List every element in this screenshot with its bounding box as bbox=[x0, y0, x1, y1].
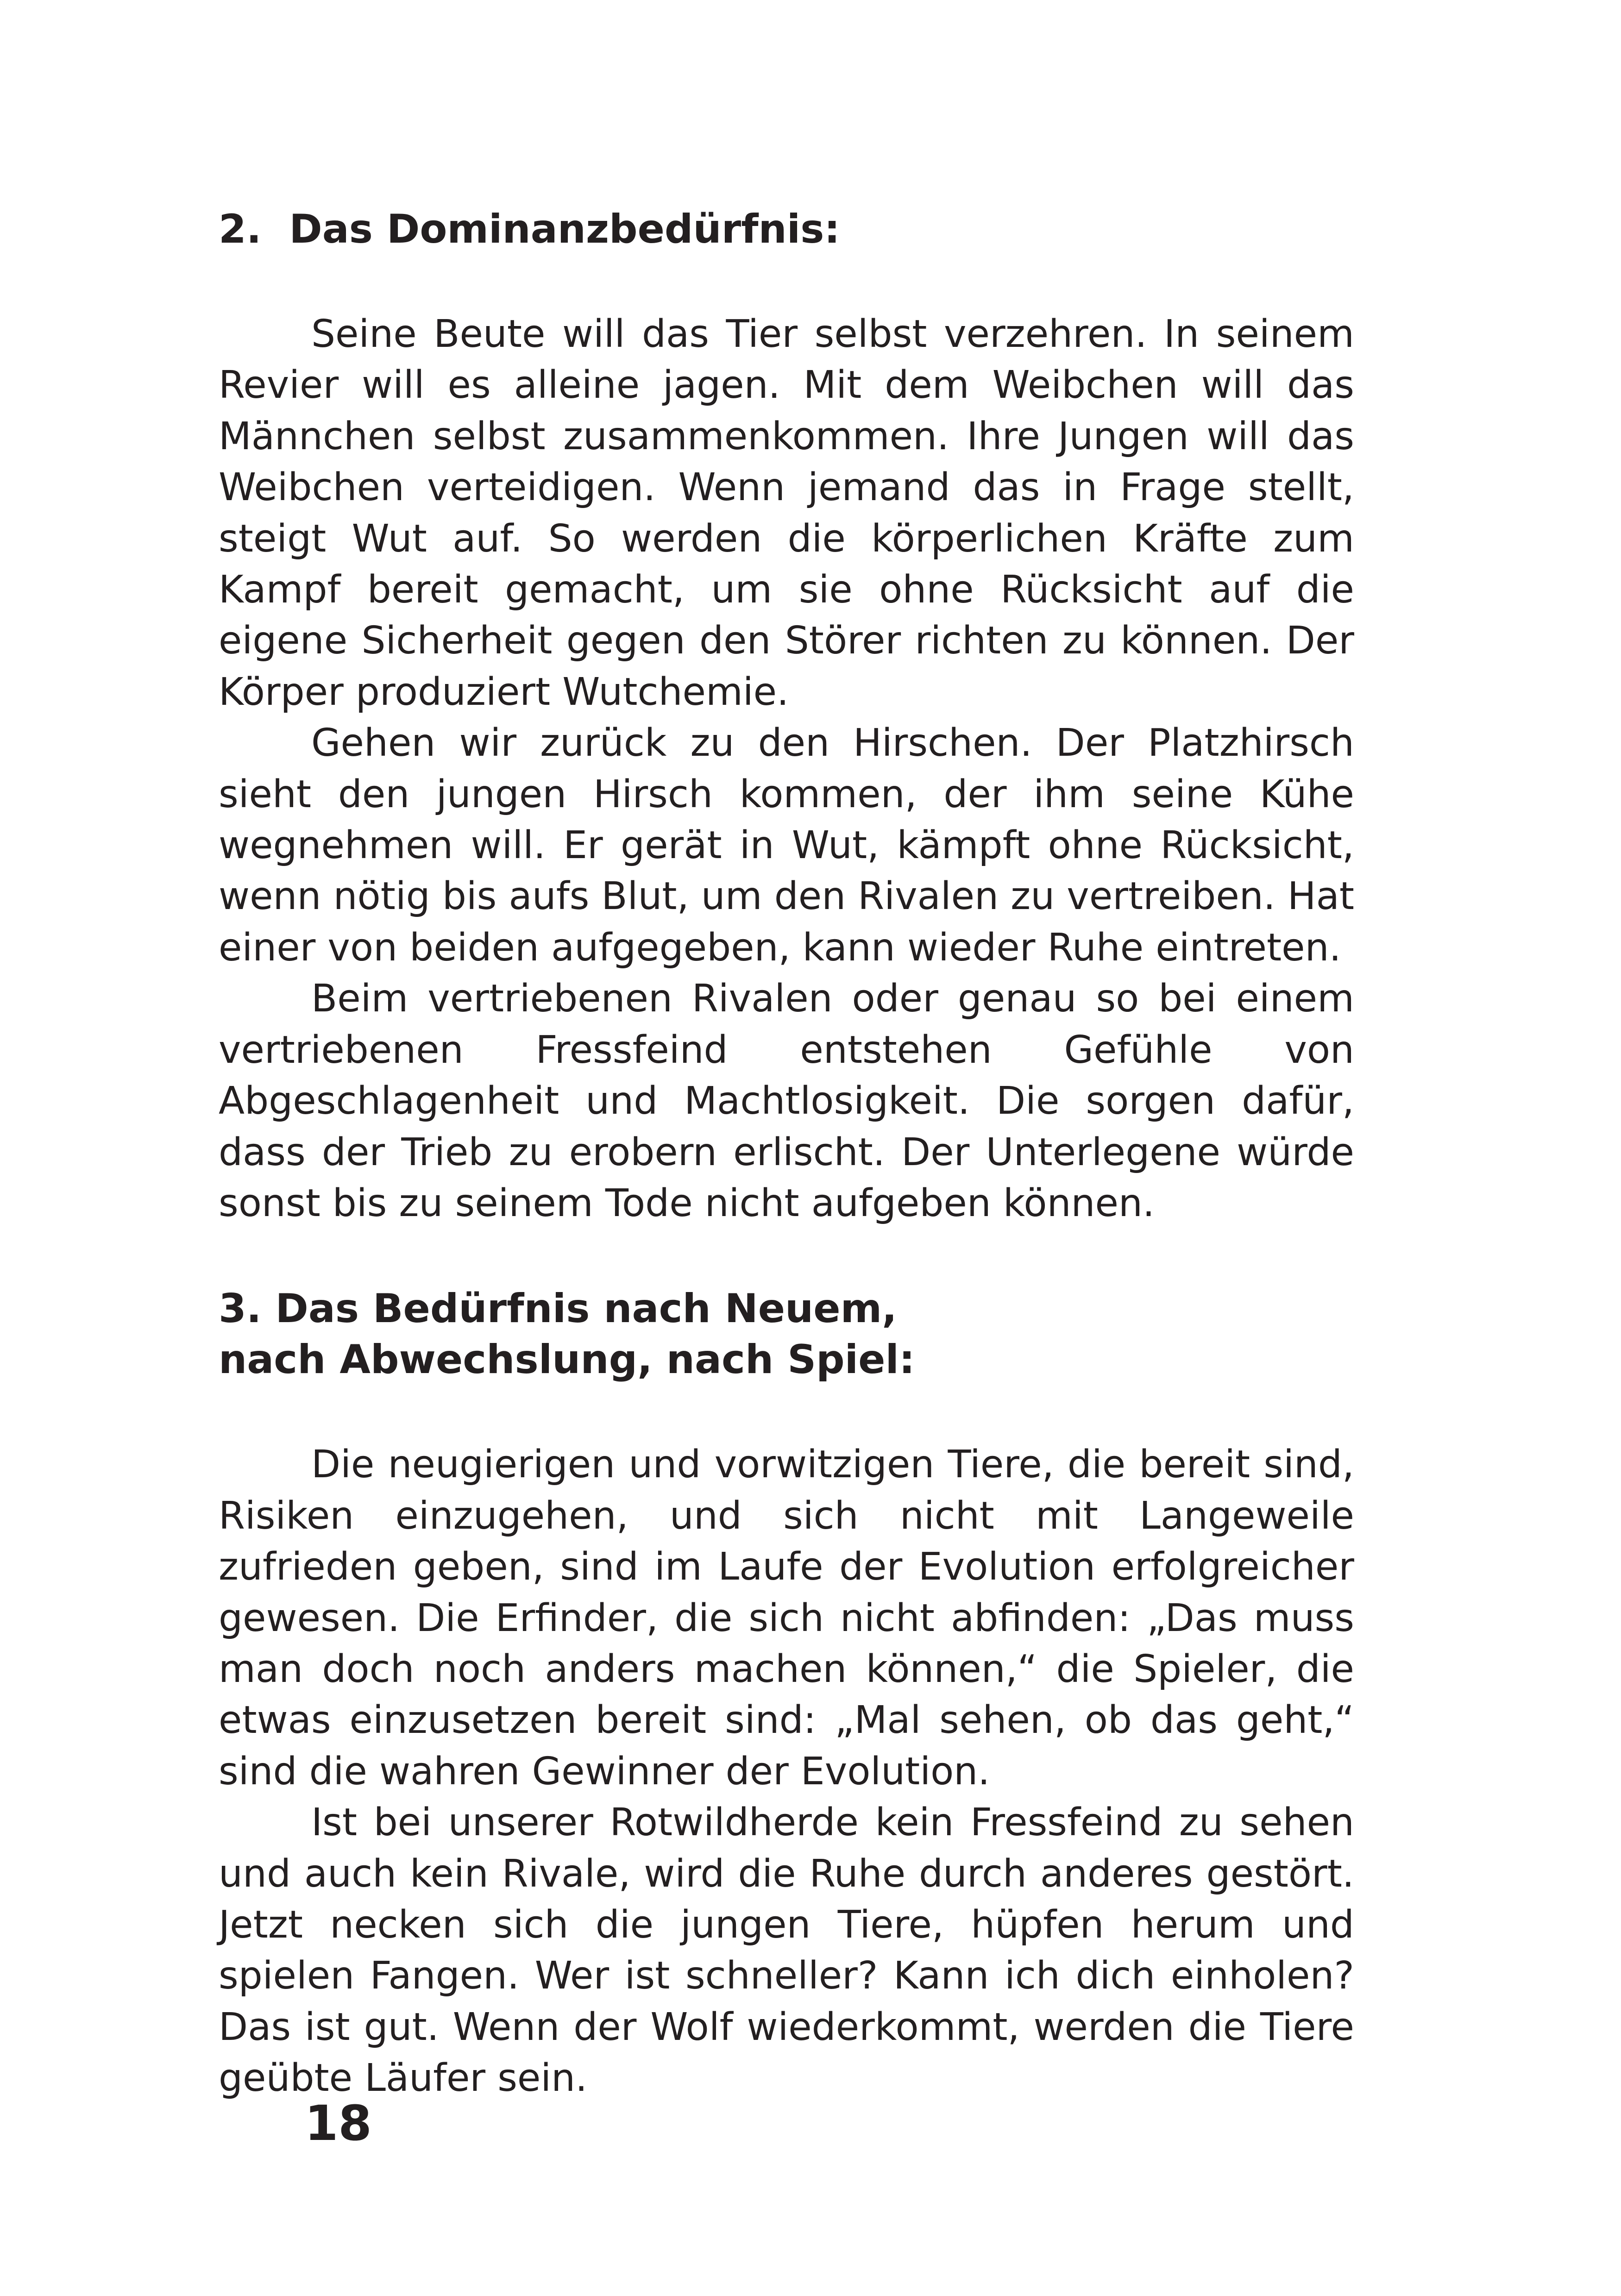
heading-line: 3. Das Bedürfnis nach Neuem, bbox=[219, 1286, 897, 1332]
heading-line: 2. Das Dominanzbedürfnis: bbox=[219, 206, 840, 252]
paragraph: Seine Beute will das Tier selbst verzehren. In seinem Revier will es alleine jagen. Mit dem Weibchen will das Männchen selbst zusammenkommen. Ihre Jungen will das Weibchen verteidigen. Wenn jemand das in Frage stellt, steigt Wut auf. So werden die körperlichen Kräfte zum Kampf bereit gemacht, um sie ohne Rücksicht auf die eigene Sicherheit gegen den Störer richten zu können. Der Körper produziert Wutchemie. bbox=[219, 312, 1354, 714]
text-column bbox=[219, 204, 1354, 2104]
section-heading-neues bbox=[219, 1283, 1354, 1385]
page-number: 18 bbox=[305, 2095, 372, 2152]
heading-line: nach Abwechslung, nach Spiel: bbox=[219, 1336, 915, 1383]
section-heading-dominanz bbox=[219, 204, 1354, 255]
paragraph: Die neugierigen und vorwitzigen Tiere, die bereit sind, Risiken einzugehen, und sich nicht mit Langeweile zufrieden geben, sind im Laufe der Evolution erfolgreicher gewesen. Die Erfinder, die sich nicht abfinden: „Das muss man doch noch anders machen können,“ die Spieler, die etwas einzusetzen bereit sind: „Mal sehen, ob das geht,“ sind die wahren Gewinner der Evolution. bbox=[219, 1443, 1354, 1794]
paragraph: Beim vertriebenen Rivalen oder genau so bei einem vertriebenen Fressfeind entstehen Gefühle von Abgeschlagenheit und Machtlosigkeit. Die sorgen dafür, dass der Trieb zu erobern erlischt. Der Unterlegene würde sonst bis zu seinem Tode nicht aufgeben können. bbox=[219, 977, 1354, 1225]
paragraph: Gehen wir zurück zu den Hirschen. Der Platzhirsch sieht den jungen Hirsch kommen, der ihm seine Kühe wegnehmen will. Er gerät in Wut, kämpft ohne Rücksicht, wenn nötig bis aufs Blut, um den Rivalen zu vertreiben. Hat einer von beiden aufgegeben, kann wieder Ruhe eintreten. bbox=[219, 721, 1354, 970]
paragraph: Ist bei unserer Rotwildherde kein Fressfeind zu sehen und auch kein Rivale, wird die Ruhe durch anderes gestört. Jetzt necken sich die jungen Tiere, hüpfen herum und spielen Fangen. Wer ist schneller? Kann ich dich einholen? Das ist gut. Wenn der Wolf wiederkommt, werden die Tiere geübte Läufer sein. bbox=[219, 1800, 1354, 2101]
